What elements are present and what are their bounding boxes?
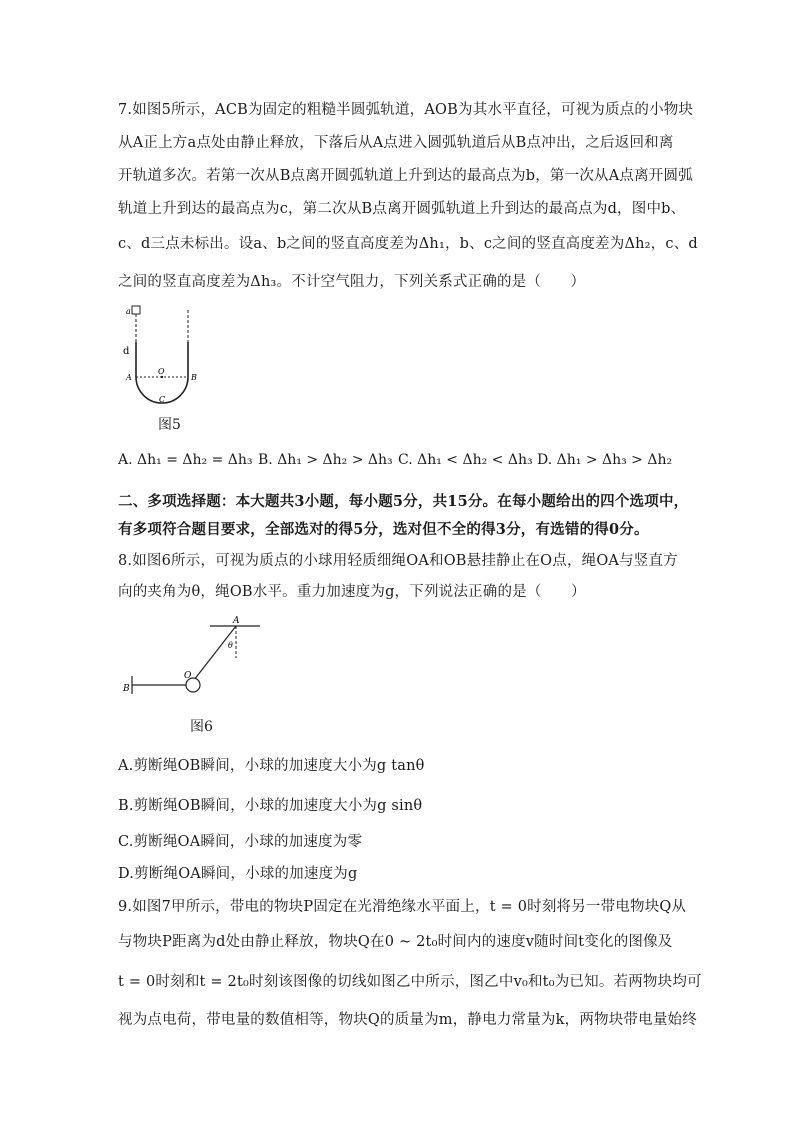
label-a: a bbox=[126, 307, 131, 316]
q7-option-a: A. Δh₁ = Δh₂ = Δh₃ bbox=[118, 452, 253, 468]
figure-5-semicircle-track bbox=[118, 302, 208, 410]
figure-6-caption: 图6 bbox=[190, 719, 213, 735]
q8-line-1: 8.如图6所示，可视为质点的小球用轻质细绳OA和OB悬挂静止在O点，绳OA与竖直方 bbox=[118, 553, 678, 569]
section2-line-2: 有多项符合题目要求，全部选对的得5分，选对但不全的得3分，有选错的得0分。 bbox=[118, 521, 649, 538]
q7-option-b: B. Δh₁ > Δh₂ > Δh₃ bbox=[258, 452, 393, 468]
label-B: B bbox=[191, 373, 197, 382]
rope-OA bbox=[194, 626, 236, 680]
figure-6-hanging-ball bbox=[118, 614, 268, 700]
label-d: d bbox=[123, 346, 130, 357]
q7-line-2: 从A正上方a点处由静止释放，下落后从A点进入圆弧轨道后从B点冲出，之后返回和离 bbox=[118, 135, 674, 151]
label-theta: θ bbox=[228, 641, 233, 650]
q9-line-3: t = 0时刻和t = 2t₀时刻该图像的切线如图乙中所示，图乙中v₀和t₀为已知。若两物块均可 bbox=[118, 974, 702, 990]
label-A: A bbox=[126, 373, 132, 382]
q7-line-3: 开轨道多次。若第一次从B点离开圆弧轨道上升到达的最高点为b，第一次从A点离开圆弧 bbox=[118, 168, 693, 184]
label-O: O bbox=[184, 671, 192, 681]
q7-line-5: c、d三点未标出。设a、b之间的竖直高度差为Δh₁，b、c之间的竖直高度差为Δh₂，c、d bbox=[118, 236, 698, 252]
q7-line-4: 轨道上升到达的最高点为c，第二次从B点离开圆弧轨道上升到达的最高点为d，图中b、 bbox=[118, 201, 686, 217]
figure-5-caption: 图5 bbox=[158, 417, 181, 433]
q7-option-d: D. Δh₁ > Δh₃ > Δh₂ bbox=[537, 452, 673, 468]
q8-option-b: B.剪断绳OB瞬间，小球的加速度大小为g sinθ bbox=[118, 798, 423, 814]
q7-option-c: C. Δh₁ < Δh₂ < Δh₃ bbox=[398, 452, 533, 468]
q9-line-1: 9.如图7甲所示，带电的物块P固定在光滑绝缘水平面上，t = 0时刻将另一带电物块Q从 bbox=[118, 899, 687, 915]
label-O: O bbox=[158, 367, 165, 376]
q7-line-6: 之间的竖直高度差为Δh₃。不计空气阻力，下列关系式正确的是（ ） bbox=[118, 274, 586, 290]
label-B: B bbox=[123, 684, 130, 694]
q8-option-c: C.剪断绳OA瞬间，小球的加速度为零 bbox=[118, 834, 363, 850]
q8-option-d: D.剪断绳OA瞬间，小球的加速度为g bbox=[118, 866, 358, 882]
q9-line-4: 视为点电荷，带电量的数值相等，物块Q的质量为m，静电力常量为k，两物块带电量始终 bbox=[118, 1012, 697, 1028]
q8-line-2: 向的夹角为θ，绳OB水平。重力加速度为g，下列说法正确的是（ ） bbox=[118, 584, 586, 600]
q9-line-2: 与物块P距离为d处由静止释放，物块Q在0 ~ 2t₀时间内的速度v随时间t变化的图像及 bbox=[118, 934, 673, 950]
label-A: A bbox=[233, 616, 240, 626]
q7-line-1: 7.如图5所示，ACB为固定的粗糙半圆弧轨道，AOB为其水平直径，可视为质点的小物块 bbox=[118, 102, 694, 118]
center-point-O bbox=[161, 376, 163, 378]
section2-line-1: 二、多项选择题：本大题共3小题，每小题5分，共15分。在每小题给出的四个选项中， bbox=[118, 493, 689, 510]
q8-option-a: A.剪断绳OB瞬间，小球的加速度大小为g tanθ bbox=[118, 758, 425, 774]
block-a bbox=[132, 306, 140, 314]
label-C: C bbox=[159, 395, 166, 404]
